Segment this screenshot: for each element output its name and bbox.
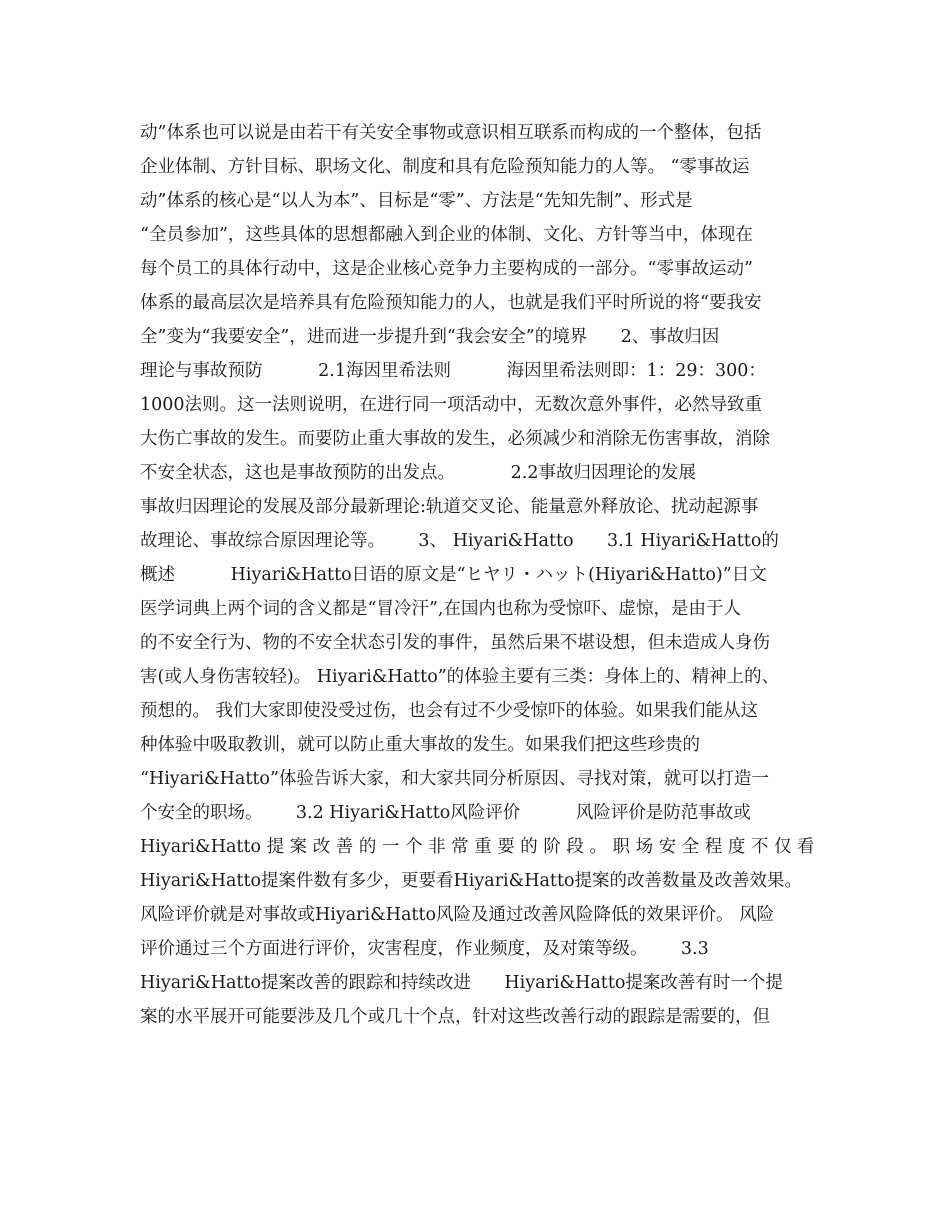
document-body [140, 116, 820, 1034]
text-line: 动”体系也可以说是由若干有关安全事物或意识相互联系而构成的一个整体，包括 [140, 123, 762, 143]
text-line: 风险评价就是对事故或Hiyari&Hatto风险及通过改善风险降低的效果评价。 风险 [140, 905, 775, 925]
text-line: 每个员工的具体行动中，这是企业核心竞争力主要构成的一部分。“零事故运动” [140, 259, 753, 279]
text-line: 种体验中吸取教训，就可以防止重大事故的发生。如果我们把这些珍贵的 [140, 735, 700, 755]
text-line: “全员参加”，这些具体的思想都融入到企业的体制、文化、方针等当中，体现在 [140, 225, 753, 245]
text-line: 动”体系的核心是“以人为本”、目标是“零”、方法是“先知先制”、形式是 [140, 191, 693, 211]
text-line: 企业体制、方针目标、职场文化、制度和具有危险预知能力的人等。 “零事故运 [140, 157, 750, 177]
text-line: Hiyari&Hatto提案件数有多少，更要看Hiyari&Hatto提案的改善数量及改善效果。 [140, 871, 803, 891]
text-line: 不安全状态，这也是事故预防的出发点。 2.2事故归因理论的发展 [140, 463, 696, 483]
text-line: 体系的最高层次是培养具有危险预知能力的人，也就是我们平时所说的将“要我安 [140, 293, 762, 313]
text-line: 事故归因理论的发展及部分最新理论:轨道交叉论、能量意外释放论、扰动起源事 [140, 497, 759, 517]
text-line: Hiyari&Hatto提案改善的跟踪和持续改进 Hiyari&Hatto提案改善有时一个提 [140, 973, 783, 993]
text-line: 理论与事故预防 2.1海因里希法则 海因里希法则即：1：29：300： [140, 361, 766, 381]
text-line: 个安全的职场。 3.2 Hiyari&Hatto风险评价 风险评价是防范事故或 [140, 803, 751, 823]
text-line: 故理论、事故综合原因理论等。 3、 Hiyari&Hatto 3.1 Hiyari&Hatto的 [140, 531, 779, 551]
text-line: 的不安全行为、物的不安全状态引发的事件，虽然后果不堪设想，但未造成人身伤 [140, 633, 770, 653]
text-line: 大伤亡事故的发生。而要防止重大事故的发生，必须减少和消除无伤害事故，消除 [140, 429, 770, 449]
text-line: 概述 Hiyari&Hatto日语的原文是“ヒヤリ・ハット(Hiyari&Hatto)”日文 [140, 565, 767, 585]
text-line: 1000法则。这一法则说明，在进行同一项活动中，无数次意外事件，必然导致重 [140, 395, 763, 415]
text-line: 预想的。 我们大家即使没受过伤，也会有过不少受惊吓的体验。如果我们能从这 [140, 701, 759, 721]
text-line: Hiyari&Hatto 提 案 改 善 的 一 个 非 常 重 要 的 阶 段 。 职 场 安 全 程 度 不 仅 看 [140, 837, 815, 857]
text-line: 全”变为“我要安全”，进而进一步提升到“我会安全”的境界 2、事故归因 [140, 327, 720, 347]
text-line: “Hiyari&Hatto”体验告诉大家，和大家共同分析原因、寻找对策，就可以打造一 [140, 769, 769, 789]
text-line: 评价通过三个方面进行评价，灾害程度，作业频度，及对策等级。 3.3 [140, 939, 709, 959]
text-line: 医学词典上两个词的含义都是“冒冷汗”,在国内也称为受惊吓、虚惊，是由于人 [140, 599, 741, 619]
text-line: 案的水平展开可能要涉及几个或几十个点，针对这些改善行动的跟踪是需要的，但 [140, 1007, 770, 1027]
text-line: 害(或人身伤害较轻)。 Hiyari&Hatto”的体验主要有三类：身体上的、精神上的、 [140, 667, 780, 687]
